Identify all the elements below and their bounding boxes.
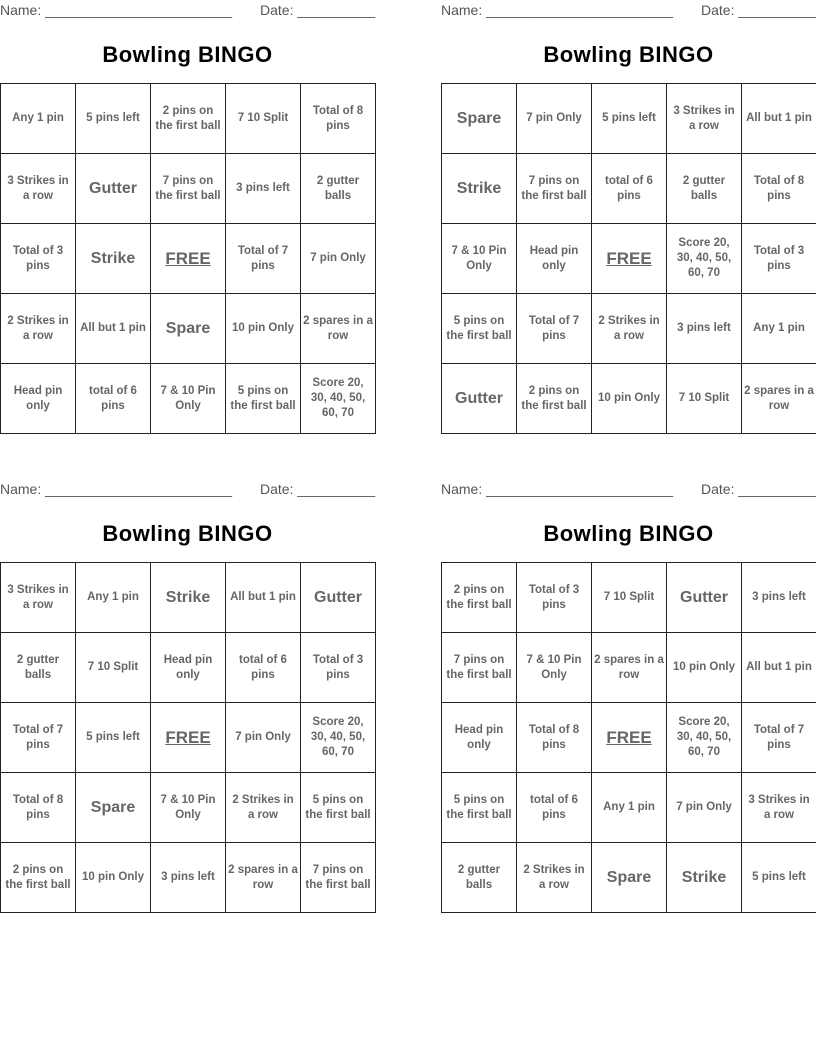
bingo-cell: Total of 8 pins <box>742 154 816 224</box>
bingo-cell: 2 Strikes in a row <box>1 294 76 364</box>
bingo-cell: 2 Strikes in a row <box>592 294 667 364</box>
bingo-cell: All but 1 pin <box>226 563 301 633</box>
date-field-label: Date: __________ <box>701 2 816 18</box>
bingo-cell: Strike <box>151 563 226 633</box>
bingo-cell: Gutter <box>76 154 151 224</box>
name-field-label: Name: ________________________ <box>441 2 673 18</box>
bingo-cell: 7 pin Only <box>226 703 301 773</box>
bingo-cell: 10 pin Only <box>226 294 301 364</box>
bingo-cell: 2 spares in a row <box>592 633 667 703</box>
bingo-cell: Total of 7 pins <box>226 224 301 294</box>
bingo-row <box>1 773 376 843</box>
bingo-cell: Gutter <box>301 563 376 633</box>
bingo-cell: 5 pins left <box>592 84 667 154</box>
bingo-row <box>442 364 816 434</box>
bingo-card-2 <box>441 0 816 440</box>
bingo-cell: All but 1 pin <box>76 294 151 364</box>
name-field-label: Name: ________________________ <box>0 481 232 497</box>
bingo-row <box>1 224 376 294</box>
bingo-cell: 2 spares in a row <box>226 843 301 913</box>
bingo-cell: 7 pins on the first ball <box>442 633 517 703</box>
bingo-cell: 5 pins left <box>76 703 151 773</box>
card-title: Bowling BINGO <box>543 521 714 546</box>
bingo-cell: 7 10 Split <box>667 364 742 434</box>
free-space-cell: FREE <box>592 224 667 294</box>
bingo-cell: 2 pins on the first ball <box>1 843 76 913</box>
bingo-cell: Head pin only <box>517 224 592 294</box>
bingo-cell: 7 10 Split <box>226 84 301 154</box>
bingo-row <box>442 843 816 913</box>
bingo-row <box>1 364 376 434</box>
bingo-cell: Total of 7 pins <box>742 703 816 773</box>
bingo-cell: 2 Strikes in a row <box>517 843 592 913</box>
bingo-cell: 7 10 Split <box>76 633 151 703</box>
card-title: Bowling BINGO <box>102 521 273 546</box>
bingo-cell: All but 1 pin <box>742 84 816 154</box>
bingo-cell: Score 20, 30, 40, 50, 60, 70 <box>301 364 376 434</box>
bingo-cell: 2 pins on the first ball <box>517 364 592 434</box>
bingo-cell: 7 pin Only <box>667 773 742 843</box>
bingo-grid <box>441 83 816 434</box>
bingo-cell: 2 gutter balls <box>301 154 376 224</box>
bingo-cell: 5 pins on the first ball <box>301 773 376 843</box>
bingo-cell: 5 pins left <box>742 843 816 913</box>
bingo-cell: 5 pins on the first ball <box>442 294 517 364</box>
bingo-row <box>1 84 376 154</box>
bingo-cell: Total of 7 pins <box>517 294 592 364</box>
bingo-cell: 7 10 Split <box>592 563 667 633</box>
bingo-cell: Strike <box>442 154 517 224</box>
bingo-cell: Total of 3 pins <box>517 563 592 633</box>
bingo-cell: total of 6 pins <box>76 364 151 434</box>
bingo-grid <box>441 562 816 913</box>
date-field-label: Date: __________ <box>260 481 376 497</box>
bingo-cell: Total of 7 pins <box>1 703 76 773</box>
bingo-grid <box>0 562 376 913</box>
bingo-cell: 3 Strikes in a row <box>667 84 742 154</box>
bingo-cell: Spare <box>76 773 151 843</box>
bingo-cell: Score 20, 30, 40, 50, 60, 70 <box>301 703 376 773</box>
bingo-cell: Any 1 pin <box>1 84 76 154</box>
name-field-label: Name: ________________________ <box>441 481 673 497</box>
card-header <box>0 0 375 22</box>
bingo-cell: 2 pins on the first ball <box>442 563 517 633</box>
bingo-grid <box>0 83 376 434</box>
bingo-cell: 7 pins on the first ball <box>151 154 226 224</box>
bingo-cell: Spare <box>151 294 226 364</box>
card-title: Bowling BINGO <box>102 42 273 67</box>
bingo-cell: 10 pin Only <box>76 843 151 913</box>
bingo-cell: total of 6 pins <box>226 633 301 703</box>
bingo-cell: 2 gutter balls <box>667 154 742 224</box>
bingo-cell: 7 pins on the first ball <box>301 843 376 913</box>
bingo-card-4 <box>441 479 816 919</box>
bingo-cell: 2 gutter balls <box>442 843 517 913</box>
bingo-cell: 7 pins on the first ball <box>517 154 592 224</box>
bingo-cell: Head pin only <box>442 703 517 773</box>
bingo-cell: 5 pins on the first ball <box>442 773 517 843</box>
free-space-cell: FREE <box>151 224 226 294</box>
bingo-row <box>1 154 376 224</box>
bingo-cell: Any 1 pin <box>592 773 667 843</box>
bingo-cell: Total of 8 pins <box>517 703 592 773</box>
bingo-cell: Spare <box>592 843 667 913</box>
bingo-cell: Total of 3 pins <box>301 633 376 703</box>
bingo-row <box>1 294 376 364</box>
bingo-cell: Strike <box>76 224 151 294</box>
bingo-cell: 2 Strikes in a row <box>226 773 301 843</box>
bingo-cell: 7 & 10 Pin Only <box>151 364 226 434</box>
bingo-cell: Head pin only <box>151 633 226 703</box>
bingo-row <box>442 633 816 703</box>
bingo-card-3 <box>0 479 375 919</box>
bingo-cell: 5 pins on the first ball <box>226 364 301 434</box>
bingo-cell: All but 1 pin <box>742 633 816 703</box>
bingo-row <box>1 563 376 633</box>
bingo-cell: Total of 8 pins <box>301 84 376 154</box>
bingo-cell: 3 Strikes in a row <box>1 154 76 224</box>
bingo-cell: 2 pins on the first ball <box>151 84 226 154</box>
bingo-cell: 10 pin Only <box>592 364 667 434</box>
bingo-cell: Score 20, 30, 40, 50, 60, 70 <box>667 224 742 294</box>
bingo-cell: 3 Strikes in a row <box>1 563 76 633</box>
bingo-cell: 7 & 10 Pin Only <box>151 773 226 843</box>
card-title: Bowling BINGO <box>543 42 714 67</box>
bingo-cell: 10 pin Only <box>667 633 742 703</box>
bingo-cell: Gutter <box>667 563 742 633</box>
bingo-cell: Spare <box>442 84 517 154</box>
bingo-cell: 3 pins left <box>667 294 742 364</box>
bingo-cell: Head pin only <box>1 364 76 434</box>
bingo-cell: 3 pins left <box>742 563 816 633</box>
bingo-cell: 2 spares in a row <box>742 364 816 434</box>
bingo-row <box>1 843 376 913</box>
bingo-cell: Any 1 pin <box>76 563 151 633</box>
free-space-cell: FREE <box>151 703 226 773</box>
bingo-row <box>442 224 816 294</box>
bingo-cell: total of 6 pins <box>592 154 667 224</box>
bingo-card-1 <box>0 0 375 440</box>
bingo-row <box>1 703 376 773</box>
card-header <box>441 0 816 22</box>
bingo-row <box>442 703 816 773</box>
bingo-cell: Strike <box>667 843 742 913</box>
bingo-cell: Any 1 pin <box>742 294 816 364</box>
card-header <box>441 479 816 501</box>
bingo-cell: Gutter <box>442 364 517 434</box>
bingo-cell: 2 gutter balls <box>1 633 76 703</box>
bingo-row <box>442 294 816 364</box>
bingo-row <box>442 563 816 633</box>
date-field-label: Date: __________ <box>260 2 376 18</box>
bingo-cell: 7 & 10 Pin Only <box>517 633 592 703</box>
bingo-cell: 3 Strikes in a row <box>742 773 816 843</box>
bingo-row <box>1 633 376 703</box>
bingo-cell: 7 pin Only <box>301 224 376 294</box>
bingo-cell: Total of 8 pins <box>1 773 76 843</box>
bingo-cell: 5 pins left <box>76 84 151 154</box>
card-header <box>0 479 375 501</box>
bingo-cell: total of 6 pins <box>517 773 592 843</box>
bingo-row <box>442 154 816 224</box>
bingo-cell: 3 pins left <box>226 154 301 224</box>
free-space-cell: FREE <box>592 703 667 773</box>
bingo-row <box>442 773 816 843</box>
bingo-cell: 2 spares in a row <box>301 294 376 364</box>
bingo-cell: Total of 3 pins <box>1 224 76 294</box>
name-field-label: Name: ________________________ <box>0 2 232 18</box>
bingo-cell: 7 pin Only <box>517 84 592 154</box>
date-field-label: Date: __________ <box>701 481 816 497</box>
bingo-row <box>442 84 816 154</box>
bingo-cell: 7 & 10 Pin Only <box>442 224 517 294</box>
bingo-cell: Score 20, 30, 40, 50, 60, 70 <box>667 703 742 773</box>
bingo-cell: Total of 3 pins <box>742 224 816 294</box>
bingo-cell: 3 pins left <box>151 843 226 913</box>
